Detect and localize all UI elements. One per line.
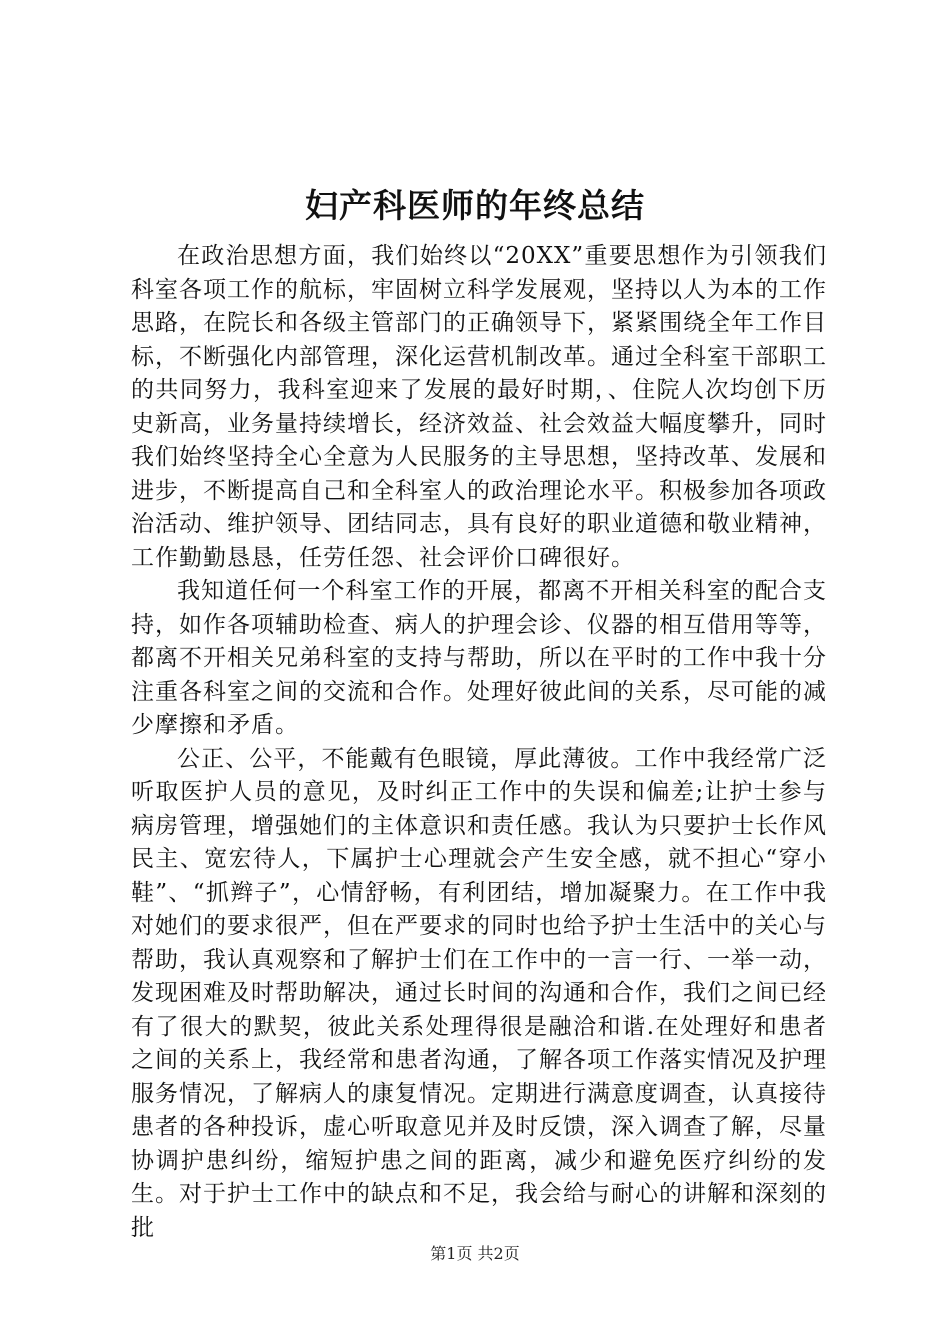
- document-body: [131, 240, 827, 1245]
- document-title: 妇产科医师的年终总结: [305, 186, 645, 225]
- page-number-footer: 第1页 共2页: [430, 1244, 520, 1263]
- paragraph-fairness-management: 公正、公平，不能戴有色眼镜，厚此薄彼。工作中我经常广泛听取医护人员的意见，及时纠正工作中的失误和偏差;让护士参与病房管理，增强她们的主体意识和责任感。我认为只要护士长作风民主、宽宏待人，下属护士心理就会产生安全感，就不担心“穿小鞋”、“抓辫子”，心情舒畅，有利团结，增加凝聚力。在工作中我对她们的要求很严，但在严要求的同时也给予护士生活中的关心与帮助，我认真观察和了解护士们在工作中的一言一行、一举一动，发现困难及时帮助解决，通过长时间的沟通和合作，我们之间已经有了很大的默契，彼此关系处理得很是融洽和谐.在处理好和患者之间的关系上，我经常和患者沟通，了解各项工作落实情况及护理服务情况，了解病人的康复情况。定期进行满意度调查，认真接待患者的各种投诉，虚心听取意见并及时反馈，深入调查了解，尽量协调护患纠纷，缩短护患之间的距离，减少和避免医疗纠纷的发生。对于护士工作中的缺点和不足，我会给与耐心的讲解和深刻的批: [131, 745, 827, 1241]
- paragraph-department-cooperation: 我知道任何一个科室工作的开展，都离不开相关科室的配合支持，如作各项辅助检查、病人的护理会诊、仪器的相互借用等等，都离不开相关兄弟科室的支持与帮助，所以在平时的工作中我十分注重各科室之间的交流和合作。处理好彼此间的关系，尽可能的减少摩擦和矛盾。: [131, 578, 827, 738]
- paragraph-political-thought: 在政治思想方面，我们始终以“20XX”重要思想作为引领我们科室各项工作的航标，牢固树立科学发展观，坚持以人为本的工作思路，在院长和各级主管部门的正确领导下，紧紧围绕全年工作目标，不断强化内部管理，深化运营机制改革。通过全科室干部职工的共同努力，我科室迎来了发展的最好时期，、住院人次均创下历史新高，业务量持续增长，经济效益、社会效益大幅度攀升，同时我们始终坚持全心全意为人民服务的主导思想，坚持改革、发展和进步，不断提高自己和全科室人的政治理论水平。积极参加各项政治活动、维护领导、团结同志，具有良好的职业道德和敬业精神，工作勤勤恳恳，任劳任怨、社会评价口碑很好。: [131, 243, 827, 571]
